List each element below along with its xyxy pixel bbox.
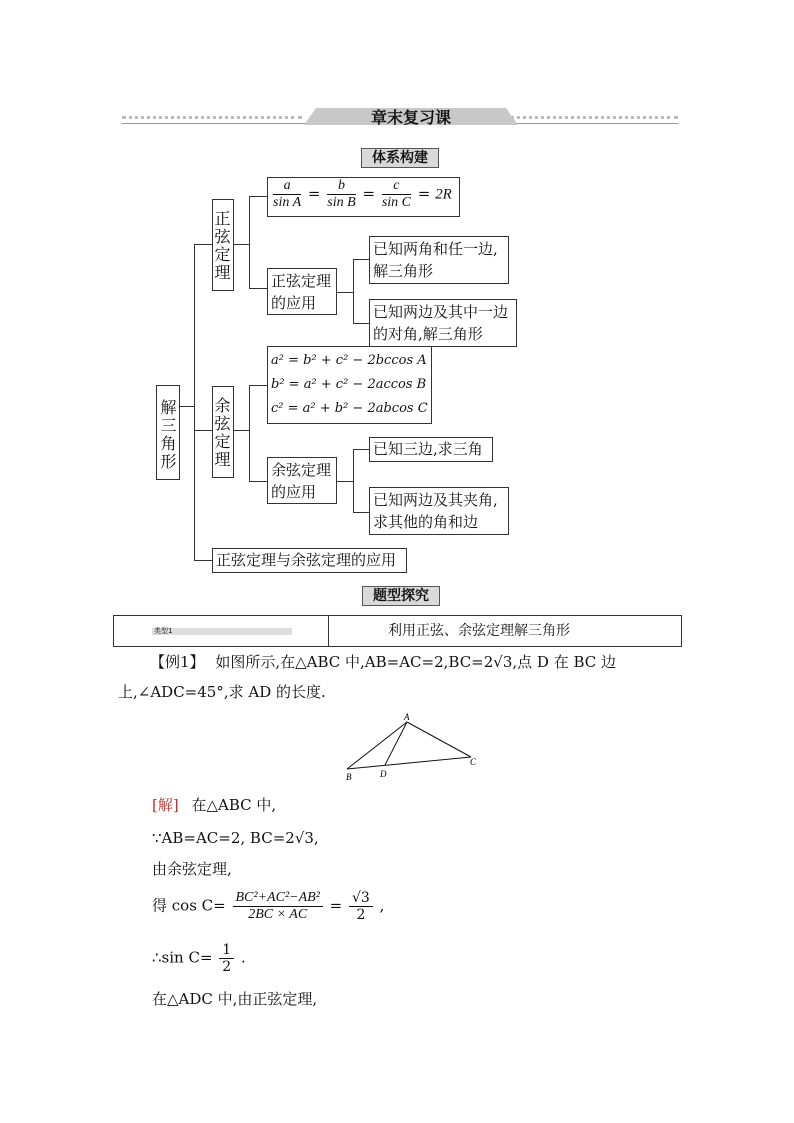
tree-line [353, 512, 369, 513]
tree-line [249, 196, 250, 288]
tree-line [353, 259, 369, 260]
frac-b-sinB: $\frac{b}{\text{sin B}}$ [327, 178, 356, 210]
vertex-label-b: B [346, 772, 352, 782]
cosC-fraction: $\frac{\text{BC²+AC²−AB²}}{2BC \times AC}$ [233, 890, 323, 923]
header-dots-right [498, 116, 678, 119]
sqrt3-over-2: $\frac{√3}{2}$ [349, 890, 373, 923]
tree-root: 解三角形 [156, 385, 180, 480]
cosine-formula-c: c² = a² + b² − 2abcos C [271, 401, 428, 416]
tree-line [249, 196, 267, 197]
sine-app-box: 正弦定理的应用 [267, 268, 337, 315]
frac-a-sinA: $\frac{a}{\text{sin A}}$ [273, 178, 302, 210]
solution-line3: 由余弦定理, [152, 860, 232, 878]
section-tag-explore: 题型探究 [362, 586, 440, 606]
tree-line [249, 481, 267, 482]
solution-tag: [解] [152, 796, 179, 814]
solution-line1: [解] 在△ABC 中, [152, 796, 277, 814]
tree-line [249, 385, 267, 386]
combined-app-box: 正弦定理与余弦定理的应用 [212, 548, 407, 573]
type-title: 利用正弦、余弦定理解三角形 [388, 623, 570, 639]
tree-line [249, 288, 267, 289]
solution-line5: ∴sin C= $\frac{1}{2}$ . [152, 942, 246, 975]
tree-line [233, 430, 249, 431]
frac-c-sinC: $\frac{c}{\text{sin C}}$ [381, 178, 411, 210]
tree-line [194, 560, 212, 561]
tree-line [353, 259, 354, 323]
cosine-app-item1: 已知三边,求三角 [369, 437, 493, 462]
vertex-label-a: A [404, 712, 410, 722]
cosine-formula-box [267, 346, 432, 424]
solution-line6: 在△ADC 中,由正弦定理, [152, 990, 318, 1008]
vertex-label-d: D [380, 769, 387, 779]
tree-line [353, 449, 369, 450]
cosine-app-item2: 已知两边及其夹角,求其他的角和边 [369, 487, 509, 535]
cosine-theorem-box: 余弦定理 [212, 386, 234, 478]
tree-line [337, 481, 353, 482]
example-line2: 上,∠ADC=45°,求 AD 的长度. [118, 683, 326, 701]
tree-line [180, 406, 194, 407]
cosine-formula-a: a² = b² + c² − 2bccos A [271, 353, 427, 368]
edge-AB [347, 722, 407, 769]
type-bar [113, 615, 682, 647]
example-line1 [150, 650, 616, 674]
page-title: 章末复习课 [370, 108, 451, 127]
tree-line [353, 449, 354, 512]
tree-line [233, 244, 249, 245]
sine-theorem-box: 正弦定理 [212, 199, 234, 291]
solution-line4: 得 cos C= $\frac{\text{BC²+AC²−AB²}}{2BC \times AC}$ = $\frac{√3}{2}$ , [152, 890, 385, 923]
type-label-strip [152, 628, 292, 635]
header-band [122, 108, 678, 126]
triangle-figure [340, 710, 490, 785]
example-text1: 如图所示,在△ABC 中,AB=AC=2,BC=2√3,点 D 在 BC 边 [215, 653, 617, 671]
cosine-app-box: 余弦定理的应用 [267, 457, 337, 504]
edge-AC [407, 722, 471, 757]
tree-line [337, 292, 353, 293]
tree-line [194, 244, 195, 560]
sine-formula-box: $\frac{a}{\text{sin A}}$ = $\frac{b}{\text{sin B}}$ = $\frac{c}{\text{sin C}}$ = 2R [267, 177, 460, 217]
header-dots-left [122, 116, 302, 119]
example-label: 【例1】 [150, 653, 205, 671]
sine-app-item2: 已知两边及其中一边的对角,解三角形 [369, 299, 517, 347]
section-tag-system: 体系构建 [361, 148, 439, 168]
tree-line [353, 323, 369, 324]
type-bar-divider [328, 616, 329, 646]
edge-AD [385, 722, 407, 765]
one-half: $\frac{1}{2}$ [219, 942, 234, 975]
edge-BC [347, 757, 471, 769]
sine-app-item1: 已知两角和任一边,解三角形 [369, 236, 509, 284]
cosine-formula-b: b² = a² + c² − 2accos B [271, 377, 427, 392]
tree-line [249, 385, 250, 481]
vertex-label-c: C [470, 757, 477, 767]
solution-line2: ∵AB=AC=2, BC=2√3, [152, 829, 319, 847]
type-label: 类型1 [154, 627, 173, 635]
